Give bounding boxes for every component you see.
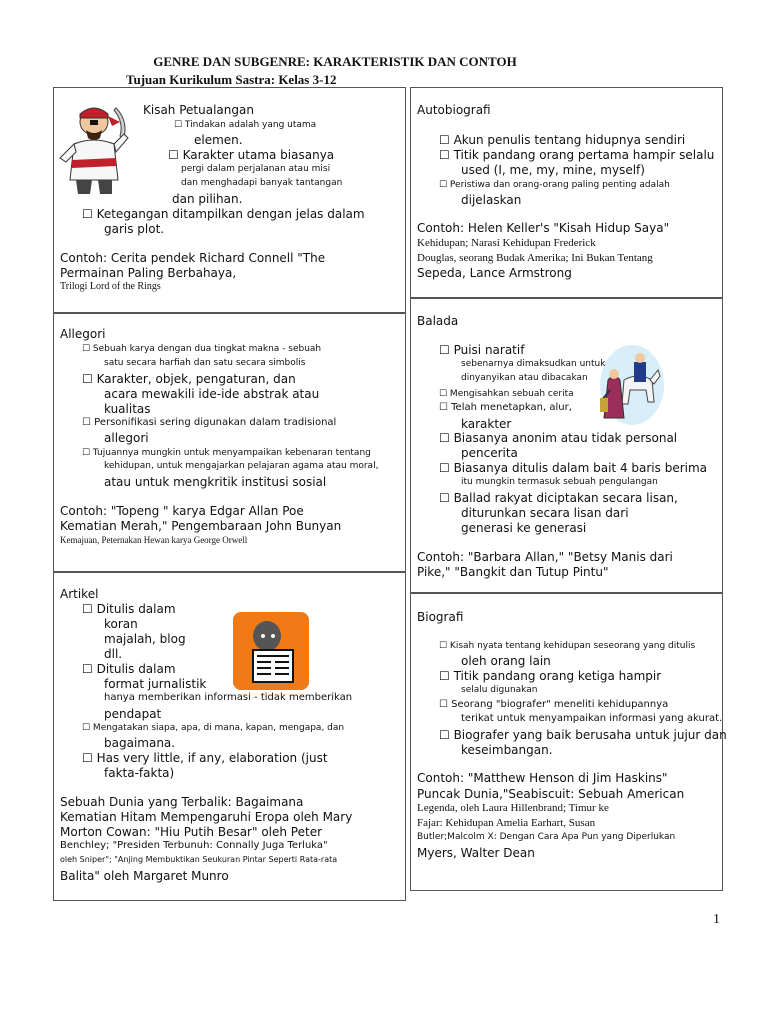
example-line: Sepeda, Lance Armstrong xyxy=(417,266,572,280)
bullet-line: ☐ Tujuannya mungkin untuk menyampaikan kebenaran tentang xyxy=(82,448,371,458)
heading-autobiografi: Autobiografi xyxy=(417,103,491,117)
newspaper-reader-illustration xyxy=(233,612,309,690)
bullet-line: hanya memberikan informasi - tidak memberikan xyxy=(104,692,353,703)
bullet-line: koran xyxy=(104,617,138,631)
page-number: 1 xyxy=(713,912,720,927)
example-line: Butler;Malcolm X: Dengan Cara Apa Pun yang Diperlukan xyxy=(417,832,676,842)
bullet-line: ☐ Seorang "biografer" meneliti kehidupannya xyxy=(439,699,669,710)
bullet-line: ☐ Titik pandang orang ketiga hampir xyxy=(439,669,662,683)
example-line: Puncak Dunia,"Seabiscuit: Sebuah American xyxy=(417,787,685,801)
bullet-line: pencerita xyxy=(461,446,518,460)
example-line: Kematian Merah," Pengembaraan John Bunyan xyxy=(60,519,342,533)
bullet-line: ☐ Karakter utama biasanya xyxy=(168,148,335,162)
bullet-line: ☐ Mengisahkan sebuah cerita xyxy=(439,389,574,399)
example-line: Fajar: Kehidupan Amelia Earhart, Susan xyxy=(417,817,596,829)
bullet-line: kehidupan, untuk mengajarkan pelajaran agama atau moral, xyxy=(104,461,379,471)
example-line: oleh Sniper"; "Anjing Membuktikan Seukuran Pintar Seperti Rata-rata xyxy=(60,855,338,864)
example-line: Morton Cowan: "Hiu Putih Besar" oleh Peter xyxy=(60,825,323,839)
page-subtitle: Tujuan Kurikulum Sastra: Kelas 3-12 xyxy=(126,72,337,87)
bullet-line: ☐ Akun penulis tentang hidupnya sendiri xyxy=(439,133,686,147)
heading-biografi: Biografi xyxy=(417,610,464,624)
bullet-line: keseimbangan. xyxy=(461,743,553,757)
bullet-line: ☐ Sebuah karya dengan dua tingkat makna - sebuah xyxy=(82,344,322,354)
bullet-line: dan menghadapi banyak tantangan xyxy=(181,178,343,188)
bullet-line: ☐ Kisah nyata tentang kehidupan seseorang yang ditulis xyxy=(439,641,696,651)
bullet-line: ☐ Tindakan adalah yang utama xyxy=(174,120,317,130)
page-title: GENRE DAN SUBGENRE: KARAKTERISTIK DAN CONTOH xyxy=(153,54,517,69)
example-line: Legenda, oleh Laura Hillenbrand; Timur ke xyxy=(417,802,609,814)
bullet-line: pergi dalam perjalanan atau misi xyxy=(181,164,331,174)
bullet-line: karakter xyxy=(461,417,512,431)
bullet-line: dinyanyikan atau dibacakan xyxy=(461,373,588,383)
bullet-line: sebenarnya dimaksudkan untuk xyxy=(461,359,606,369)
bullet-line: ☐ Ditulis dalam xyxy=(82,602,176,616)
pirate-illustration xyxy=(54,100,136,195)
example-line: Contoh: "Barbara Allan," "Betsy Manis dari xyxy=(417,550,673,564)
heading-artikel: Artikel xyxy=(60,587,99,601)
bullet-line: ☐ Personifikasi sering digunakan dalam tradisional xyxy=(82,417,337,428)
example-line: Kemajuan, Peternakan Hewan karya George Orwell xyxy=(60,535,248,545)
bullet-line: satu secara harfiah dan satu secara simbolis xyxy=(104,358,306,368)
bullet-line: bagaimana. xyxy=(104,736,176,750)
example-line: Douglas, seorang Budak Amerika; Ini Bukan Tentang xyxy=(417,252,653,264)
bullet-line: garis plot. xyxy=(104,222,165,236)
example-line: Myers, Walter Dean xyxy=(417,846,535,860)
bullet-line: ☐ Titik pandang orang pertama hampir selalu xyxy=(439,148,715,162)
example-line: Kehidupan; Narasi Kehidupan Frederick xyxy=(417,237,596,249)
bullet-line: dan pilihan. xyxy=(172,192,243,206)
bullet-line: diturunkan secara lisan dari xyxy=(461,506,629,520)
bullet-line: itu mungkin termasuk sebuah pengulangan xyxy=(461,477,658,487)
ballad-horse-rider-illustration xyxy=(594,340,664,430)
bullet-line: ☐ Ditulis dalam xyxy=(82,662,176,676)
bullet-line: ☐ Peristiwa dan orang-orang paling penting adalah xyxy=(439,180,670,190)
bullet-line: majalah, blog xyxy=(104,632,186,646)
bullet-line: allegori xyxy=(104,431,149,445)
heading-allegori: Allegori xyxy=(60,327,106,341)
bullet-line: format jurnalistik xyxy=(104,677,207,691)
example-line: Balita" oleh Margaret Munro xyxy=(60,869,229,883)
bullet-line: ☐ Telah menetapkan, alur, xyxy=(439,402,572,413)
bullet-line: ☐ Biasanya anonim atau tidak personal xyxy=(439,431,678,445)
heading-kisah-petualangan: Kisah Petualangan xyxy=(143,103,254,117)
bullet-line: dll. xyxy=(104,647,123,661)
bullet-line: ☐ Puisi naratif xyxy=(439,343,525,357)
bullet-line: oleh orang lain xyxy=(461,654,551,668)
example-line: Contoh: Helen Keller's "Kisah Hidup Saya" xyxy=(417,221,670,235)
example-line: Permainan Paling Berbahaya, xyxy=(60,266,237,280)
bullet-line: atau untuk mengkritik institusi sosial xyxy=(104,475,327,489)
example-line: Contoh: "Matthew Henson di Jim Haskins" xyxy=(417,771,668,785)
bullet-line: acara mewakili ide-ide abstrak atau xyxy=(104,387,320,401)
example-line: Benchley; "Presiden Terbunuh: Connally Juga Terluka" xyxy=(60,840,328,851)
bullet-line: dijelaskan xyxy=(461,193,522,207)
bullet-line: elemen. xyxy=(194,133,243,147)
example-line: Trilogi Lord of the Rings xyxy=(60,281,161,292)
bullet-line: ☐ Biografer yang baik berusaha untuk jujur dan xyxy=(439,728,727,742)
bullet-line: pendapat xyxy=(104,707,162,721)
bullet-line: terikat untuk menyampaikan informasi yang akurat. xyxy=(461,713,723,724)
bullet-line: used (I, me, my, mine, myself) xyxy=(461,163,645,177)
bullet-line: ☐ Ketegangan ditampilkan dengan jelas dalam xyxy=(82,207,365,221)
example-line: Kematian Hitam Mempengaruhi Eropa oleh Mary xyxy=(60,810,353,824)
bullet-line: ☐ Ballad rakyat diciptakan secara lisan, xyxy=(439,491,678,505)
bullet-line: kualitas xyxy=(104,402,151,416)
bullet-line: ☐ Karakter, objek, pengaturan, dan xyxy=(82,372,296,386)
bullet-line: selalu digunakan xyxy=(461,685,538,695)
heading-balada: Balada xyxy=(417,314,459,328)
bullet-line: generasi ke generasi xyxy=(461,521,587,535)
example-line: Sebuah Dunia yang Terbalik: Bagaimana xyxy=(60,795,304,809)
example-line: Pike," "Bangkit dan Tutup Pintu" xyxy=(417,565,609,579)
bullet-line: fakta-fakta) xyxy=(104,766,175,780)
bullet-line: ☐ Biasanya ditulis dalam bait 4 baris berima xyxy=(439,461,708,475)
bullet-line: ☐ Mengatakan siapa, apa, di mana, kapan, mengapa, dan xyxy=(82,723,345,733)
bullet-line: ☐ Has very little, if any, elaboration (just xyxy=(82,751,328,765)
example-line: Contoh: "Topeng " karya Edgar Allan Poe xyxy=(60,504,304,518)
example-line: Contoh: Cerita pendek Richard Connell "The xyxy=(60,251,326,265)
